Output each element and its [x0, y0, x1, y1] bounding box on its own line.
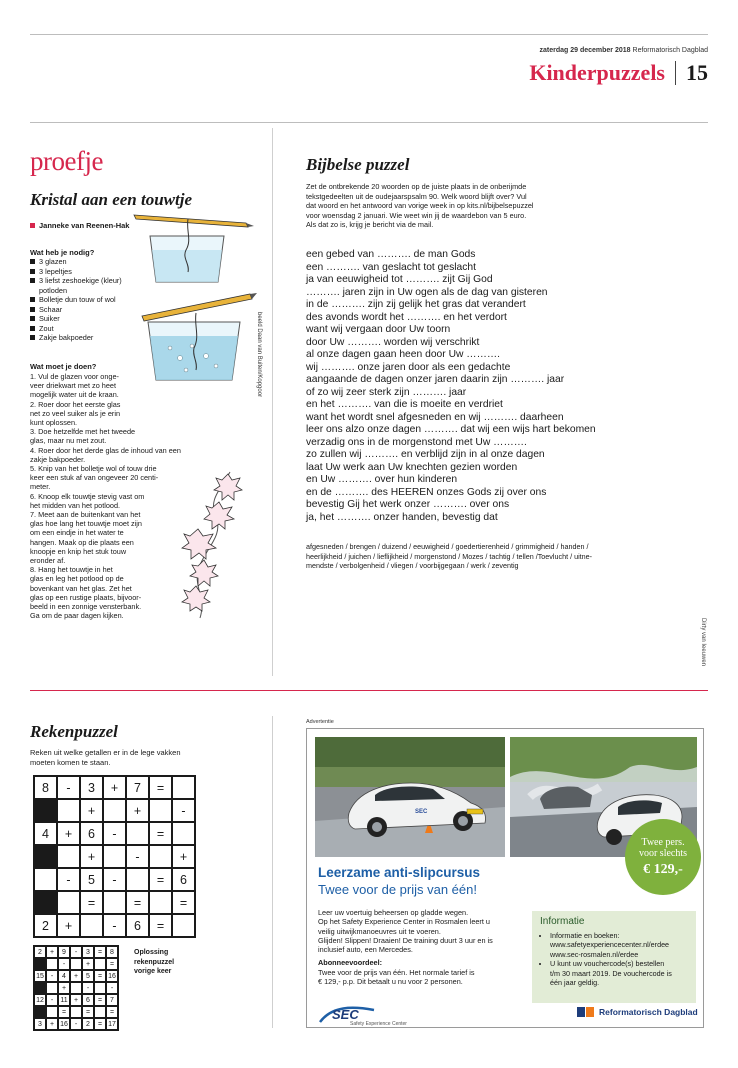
step-line: 2. Roer door het eerste glas [30, 399, 121, 409]
step-line: glas hoe lang het touwtje moet zijn [30, 519, 142, 529]
intro-line: dat woord en het antwoord van vorige week in op kits.nl/bijbelsepuzzel [306, 201, 534, 211]
grid-cell: 3 [80, 776, 103, 799]
grid-cell: 8 [106, 946, 118, 958]
grid-cell-black [34, 845, 57, 868]
grid-cell: = [94, 1018, 106, 1030]
ad-subheadline: Twee voor de prijs van één! [318, 882, 477, 897]
verse-line: bevestig Gij het werk onzer ………. over ons [306, 499, 510, 510]
column-divider [272, 128, 273, 676]
info-line: t/m 30 maart 2019. De vouchercode is [550, 968, 672, 978]
grid-cell[interactable] [34, 868, 57, 891]
bullet-square [30, 335, 35, 340]
grid-cell: + [103, 776, 126, 799]
step-line: het midden van het potlood. [30, 500, 121, 510]
article-title: Kristal aan een touwtje [30, 190, 192, 209]
info-item [550, 931, 688, 959]
grid-cell [94, 958, 106, 970]
bible-credit: Dirty van Ieeuwen [700, 618, 706, 667]
grid-cell: - [70, 946, 82, 958]
verse-line: een gebed van ………. de man Gods [306, 249, 476, 260]
info-line[interactable]: www.sec-rosmalen.nl/erdee [550, 949, 639, 959]
step-line: hangen. Maak op die plaats een [30, 537, 134, 547]
section-header [529, 60, 708, 86]
verse-line: want het wordt snel afgesneden en wij ………. daarheen [306, 411, 564, 423]
proefje-kicker: proefje [30, 146, 103, 176]
info-item [550, 959, 688, 987]
grid-cell: 7 [106, 994, 118, 1006]
grid-cell [70, 958, 82, 970]
grid-cell: + [70, 994, 82, 1006]
verse-line: zo zullen wij ………. en verblijd zijn in al onze dagen [306, 449, 545, 460]
word-list [306, 542, 676, 571]
grid-cell: = [94, 994, 106, 1006]
math-puzzle-title: Rekenpuzzel [30, 722, 118, 741]
grid-cell: = [106, 1006, 118, 1018]
grid-cell: 7 [126, 776, 149, 799]
offer-heading: Abonneevoordeel: [318, 958, 383, 968]
grid-cell: - [46, 994, 58, 1006]
grid-cell[interactable] [172, 822, 195, 845]
verse-line: want wij vergaan door Uw toorn [306, 324, 451, 335]
grid-cell: 16 [58, 1018, 70, 1030]
section-rule [30, 122, 708, 123]
grid-cell: - [82, 982, 94, 994]
grid-cell [70, 982, 82, 994]
needs-item: 3 lepeltjes [30, 267, 140, 277]
step-line: beeld in een zonnige vensterbank. [30, 602, 142, 612]
grid-cell: = [149, 914, 172, 937]
grid-cell: 3 [34, 1018, 46, 1030]
step-line: 1. Vul de glazen voor onge- [30, 372, 119, 381]
grid-cell: 17 [106, 1018, 118, 1030]
verse-line: des avonds wordt het ………. en het verdort [306, 311, 507, 323]
needs-item: 3 glazen [30, 257, 140, 267]
grid-cell: = [126, 891, 149, 914]
car-decal: SEC [415, 809, 428, 815]
info-box [532, 911, 696, 1003]
step-line: bovenkant van het glas. Zet het [30, 583, 132, 593]
verse-line: door Uw ………. worden wij verschrikt [306, 336, 480, 348]
intro-line: Als dat zo is, krijg je bericht via de mail. [306, 220, 434, 230]
grid-cell: + [126, 799, 149, 822]
bullet-square [30, 259, 35, 264]
intro-line: voor woensdag 2 januari. Wie weet win jij de waardebon van 5 euro. [306, 210, 527, 220]
grid-cell: + [46, 1018, 58, 1030]
sec-logo [318, 1003, 407, 1027]
grid-cell: - [46, 970, 58, 982]
intro-line: Zet de ontbrekende 20 woorden op de juiste plaats in de onberijmde [306, 182, 527, 191]
ad-offer-line: Twee voor de prijs van één. Het normale tarief is [318, 967, 475, 977]
bullet-square [30, 297, 35, 302]
needs-block [30, 248, 140, 343]
verse-line: laat Uw werk aan Uw knechten gezien worden [306, 461, 518, 473]
intro-line: tekstgedeelten uit de oudejaarspsalm 90. Welk woord blijft over? Vul [306, 191, 527, 201]
needs-list [30, 257, 140, 343]
step-line: om een eindje in het water te [30, 528, 124, 538]
grid-cell: + [57, 822, 80, 845]
grid-cell [46, 958, 58, 970]
grid-cell-black [34, 891, 57, 914]
page-number: 15 [686, 60, 708, 85]
grid-cell[interactable] [149, 891, 172, 914]
info-line[interactable]: www.safetyexperiencecenter.nl/erdee [550, 940, 670, 950]
step-line: 6. Knoop elk touwtje stevig vast om [30, 491, 145, 501]
verse-line: ………. jaren zijn in Uw ogen als de dag van gisteren [306, 286, 548, 298]
ad-body [318, 908, 536, 986]
info-line: • Informatie en boeken: [550, 931, 620, 940]
ad-offer-line: € 129,- p.p. Dit betaalt u nu voor 2 personen. [318, 977, 463, 987]
grid-cell: - [57, 776, 80, 799]
step-line: net zo veel suiker als je erin [30, 408, 121, 418]
info-line: één jaar geldig. [550, 978, 600, 988]
bullet-square [30, 307, 35, 312]
verse-line: en het ………. van die is moeite en verdriet [306, 399, 503, 410]
grid-cell[interactable] [172, 914, 195, 937]
grid-cell: 4 [58, 970, 70, 982]
verse-line: verzadig ons in de morgenstond met Uw ………. [306, 436, 527, 448]
verse-line: aangaande de dagen onzer jaren daarin zijn ………. jaar [306, 374, 565, 385]
grid-cell: = [94, 946, 106, 958]
grid-cell: 11 [58, 994, 70, 1006]
grid-cell: + [82, 958, 94, 970]
rd-logo: Reformatorisch Dagblad [577, 1005, 698, 1019]
grid-cell: = [172, 891, 195, 914]
grid-cell-black [34, 799, 57, 822]
bullet-square [30, 316, 35, 321]
grid-cell-black [34, 1006, 46, 1018]
math-puzzle-intro: Reken uit welke getallen er in de lege vakken moeten komen te staan. [30, 748, 181, 767]
section-name: Kinderpuzzels [529, 60, 665, 85]
verse-line: en Uw ………. over hun kinderen [306, 474, 458, 485]
grid-cell: 6 [82, 994, 94, 1006]
verse-line: al onze dagen gaan heen door Uw ………. [306, 349, 501, 360]
verse-line: en de ………. des HEEREN onzes Gods zij over ons [306, 486, 547, 498]
author-byline: Janneke van Reenen-Hak [30, 221, 129, 230]
crystal-glass-illustration [140, 286, 258, 382]
step-line: 7. Meet aan de buitenkant van het [30, 510, 141, 520]
grid-cell: 9 [58, 946, 70, 958]
grid-cell-black [34, 982, 46, 994]
verse-line: ja, het ………. onzer handen, bevestig dat [306, 511, 498, 523]
needs-item: Schaar [30, 305, 140, 315]
step-line: glas op een rustige plaats, bijvoor- [30, 592, 142, 602]
verse-line: of zo wij zeer sterk zijn ………. jaar [306, 386, 467, 398]
grid-cell: = [94, 970, 106, 982]
grid-cell: - [103, 868, 126, 891]
grid-cell[interactable] [103, 799, 126, 822]
grid-cell: + [57, 914, 80, 937]
solution-label: Oplossing rekenpuzzel vorige keer [134, 949, 175, 975]
grid-cell: 6 [80, 822, 103, 845]
rd-logo-icon [577, 1005, 595, 1019]
grid-cell[interactable] [57, 845, 80, 868]
grid-cell[interactable] [149, 799, 172, 822]
verse-line: in de ………. zijn zij gelijk het gras dat verandert [306, 299, 526, 310]
grid-cell: = [149, 868, 172, 891]
grid-cell [70, 1006, 82, 1018]
step-line: 3. Doe hetzelfde met het tweede [30, 427, 136, 437]
grid-cell[interactable] [57, 799, 80, 822]
needs-item: Bolletje dun touw of wol [30, 295, 140, 305]
grid-cell: 16 [106, 970, 118, 982]
needs-item: Zout [30, 324, 140, 334]
grid-cell: 5 [82, 970, 94, 982]
column-divider [272, 716, 273, 1028]
glass-illustration [128, 206, 256, 286]
grid-cell: 2 [34, 946, 46, 958]
grid-cell: - [172, 799, 195, 822]
grid-cell: + [58, 982, 70, 994]
advert-label: Advertentie [306, 719, 334, 725]
bullet-square [30, 223, 35, 228]
grid-cell: 2 [34, 914, 57, 937]
top-rule [30, 34, 708, 35]
step-line: glas en leg het potlood op de [30, 574, 124, 584]
ad-body-line: Glijden! Slippen! Draaien! De training duurt 3 uur en is [318, 935, 493, 945]
needs-item: Zakje bakpoeder [30, 333, 140, 343]
needs-heading: Wat heb je nodig? [30, 248, 95, 257]
step-line: 4. Roer door het derde glas de inhoud van een [30, 445, 181, 455]
divider [675, 61, 676, 85]
grid-cell: - [103, 822, 126, 845]
grid-cell-black [34, 958, 46, 970]
grid-cell: - [57, 868, 80, 891]
grid-cell: 2 [82, 1018, 94, 1030]
ad-body-line: Leer uw voertuig beheersen op gladde wegen. [318, 908, 469, 917]
info-line: • U kunt uw vouchercode(s) bestellen [550, 959, 665, 969]
grid-cell: = [149, 776, 172, 799]
grid-cell: + [80, 799, 103, 822]
grid-cell[interactable] [126, 868, 149, 891]
grid-cell[interactable] [57, 891, 80, 914]
step-line: keer een stuk af van ongeveer 20 centi- [30, 473, 159, 483]
step-line: veer driekwart met zo heet [30, 381, 116, 391]
grid-cell: - [58, 958, 70, 970]
step-line: 8. Hang het touwtje in het [30, 565, 113, 575]
car-photo [315, 737, 505, 857]
grid-cell: + [172, 845, 195, 868]
grid-cell: + [80, 845, 103, 868]
grid-cell: + [70, 970, 82, 982]
step-line: meter. [30, 482, 51, 492]
verse-line: een ………. van geslacht tot geslacht [306, 261, 476, 273]
step-line: 5. Knip van het bolletje wol of touw drie [30, 464, 157, 474]
ad-headline: Leerzame anti-slipcursus [318, 865, 481, 880]
grid-cell: = [58, 1006, 70, 1018]
bullet-square [30, 278, 35, 283]
step-line: Ga om de paar dagen kijken. [30, 611, 124, 621]
step-line: glas, maar nu met zout. [30, 436, 107, 446]
bible-puzzle-intro [306, 182, 576, 230]
grid-cell: - [103, 914, 126, 937]
grid-cell[interactable] [80, 914, 103, 937]
step-line: mogelijk water uit de kraan. [30, 390, 119, 400]
step-line: knoopje en knip het stuk touw [30, 546, 127, 556]
sec-tagline: Safety Experience Center [350, 1021, 407, 1027]
grid-cell[interactable] [149, 845, 172, 868]
verse-line: wij ………. onze jaren door als een gedachte [306, 361, 511, 373]
price-badge: Twee pers. voor slechts € 129,- [625, 819, 701, 895]
grid-cell: - [106, 982, 118, 994]
grid-cell: 12 [34, 994, 46, 1006]
grid-cell[interactable] [103, 845, 126, 868]
bullet-square [30, 269, 35, 274]
word-list-line: mendste / verbolgenheid / vliegen / voorbijgegaan / werk / zeventig [306, 561, 519, 571]
grid-cell: - [70, 1018, 82, 1030]
solution-grid [33, 945, 119, 1031]
step-line: kunt oplossen. [30, 418, 78, 428]
info-heading: Informatie [540, 916, 585, 927]
grid-cell: 3 [82, 946, 94, 958]
masthead-date: zaterdag 29 december 2018 Reformatorisch Dagblad [539, 47, 708, 54]
math-puzzle-grid [33, 775, 196, 938]
ad-body-line: Op het Safety Experience Center in Rosmalen leert u [318, 917, 490, 927]
grid-cell: 6 [172, 868, 195, 891]
grid-cell [94, 982, 106, 994]
grid-cell: 6 [126, 914, 149, 937]
grid-cell: = [82, 1006, 94, 1018]
ad-body-line: inclusief auto, een Mercedes. [318, 945, 413, 955]
grid-cell[interactable] [103, 891, 126, 914]
steps-heading: Wat moet je doen? [30, 362, 97, 371]
grid-cell [46, 1006, 58, 1018]
grid-cell: 5 [80, 868, 103, 891]
grid-cell [46, 982, 58, 994]
grid-cell[interactable] [172, 776, 195, 799]
bible-puzzle-text [306, 249, 706, 524]
ad-body-line: veilig uitwijkmanoeuvres uit te voeren. [318, 926, 441, 936]
crystal-string-illustration [150, 470, 260, 620]
needs-item: 3 liefst zeshoekige (kleur) potloden [30, 276, 140, 295]
grid-cell: + [46, 946, 58, 958]
grid-cell [94, 1006, 106, 1018]
grid-cell[interactable] [126, 822, 149, 845]
step-line: zakje bakpoeder. [30, 454, 86, 464]
verse-line: leer ons alzo onze dagen ………. dat wij een wijs hart bekomen [306, 424, 596, 435]
info-list [540, 931, 688, 987]
advertisement[interactable] [306, 728, 704, 1028]
grid-cell: 8 [34, 776, 57, 799]
svg-text:SEC: SEC [332, 1007, 359, 1022]
grid-cell: - [126, 845, 149, 868]
needs-item: Suiker [30, 314, 140, 324]
step-line: eronder af. [30, 556, 66, 566]
grid-cell: = [106, 958, 118, 970]
grid-cell: = [149, 822, 172, 845]
grid-cell: 4 [34, 822, 57, 845]
grid-cell: 15 [34, 970, 46, 982]
verse-line: ja van eeuwigheid tot ………. zijt Gij God [306, 274, 493, 285]
bible-puzzle-title: Bijbelse puzzel [306, 155, 410, 174]
word-list-line: heerlijkheid / juichen / lieflijkheid / morgenstond / Mozes / tachtig / tellen /Toevlucht / uitne- [306, 551, 593, 561]
bullet-square [30, 326, 35, 331]
section-rule-red [30, 690, 708, 691]
word-list-line: afgesneden / brengen / duizend / eeuwigheid / goedertierenheid / grimmigheid / handen / [306, 542, 589, 551]
grid-cell: = [80, 891, 103, 914]
illustration-credit: beeld Daan van Buiten/Kopgoor [256, 312, 262, 398]
